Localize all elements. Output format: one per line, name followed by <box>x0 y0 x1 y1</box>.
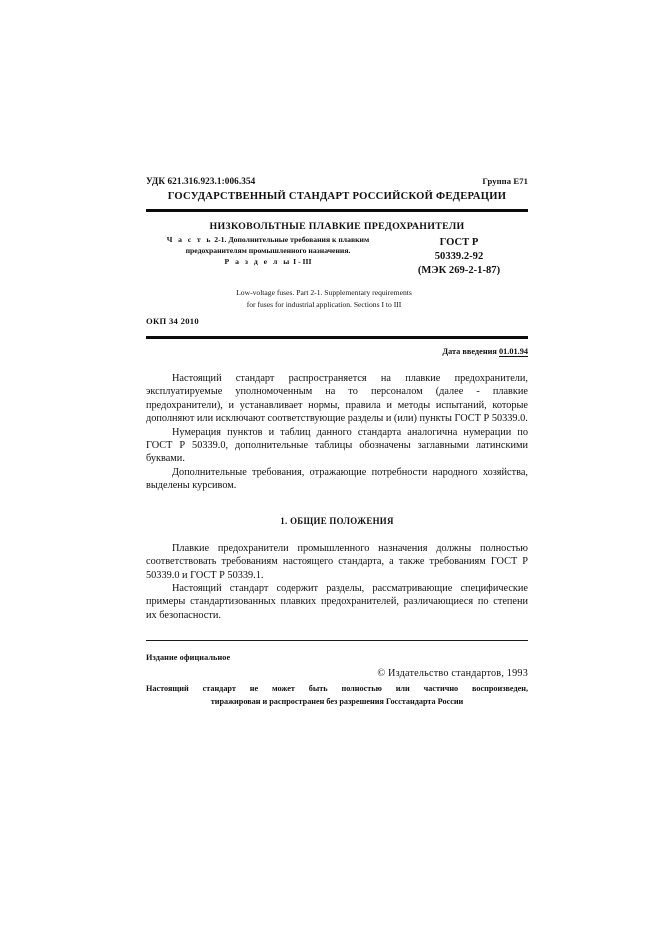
document-footer <box>146 640 528 708</box>
reproduction-notice-line-1: Настоящий стандарт не может быть полностью или частично воспроизведен, <box>146 684 528 693</box>
gost-number-block <box>390 235 528 278</box>
copyright-line: © Издательство стандартов, 1993 <box>377 668 528 679</box>
title-part-line-1 <box>146 235 390 246</box>
okp-code: ОКП 34 2010 <box>146 316 199 327</box>
part-prefix: Ч а с т ь <box>166 235 213 244</box>
english-title-line-2: for fuses for industrial application. Sections I to III <box>246 299 402 309</box>
body-paragraph: Настоящий стандарт распространяется на плавкие предохранители, эксплуатируемые уполномоченным на то персоналом (далее - плавкие предохранители), и устанавливает нормы, правила и методы испытаний, которые дополняют или исключают соответствующие разделы и (или) пункты ГОСТ Р 50339.0. <box>146 373 528 425</box>
reproduction-notice <box>146 683 528 708</box>
iec-reference: (МЭК 269-2-1-87) <box>417 265 501 277</box>
reproduction-notice-line-2: тиражирован и распространен без разрешения Госстандарта России <box>210 696 464 706</box>
title-sections-line <box>146 257 390 268</box>
udk-code: УДК 621.316.923.1:006.354 <box>146 176 256 186</box>
sections-prefix: Р а з д е л ы <box>224 256 292 266</box>
gost-number: 50339.2-92 <box>434 251 484 263</box>
group-code: Группа Е71 <box>482 176 528 186</box>
body-paragraph: Нумерация пунктов и таблиц данного стандарта аналогична нумерации по ГОСТ Р 50339.0, дополнительные таблицы обозначены заглавными латинскими буквами. <box>146 426 528 465</box>
section-heading: 1. ОБЩИЕ ПОЛОЖЕНИЯ <box>280 516 394 527</box>
header-row <box>146 176 528 186</box>
document-content <box>146 176 528 622</box>
header-rule <box>146 209 528 212</box>
title-block-rule <box>146 336 528 339</box>
standard-authority-title: ГОСУДАРСТВЕННЫЙ СТАНДАРТ РОССИЙСКОЙ ФЕДЕРАЦИИ <box>167 191 507 202</box>
document-title: НИЗКОВОЛЬТНЫЕ ПЛАВКИЕ ПРЕДОХРАНИТЕЛИ <box>209 221 465 232</box>
title-part-line-2: предохранителям промышленного назначения. <box>185 245 351 255</box>
official-edition-label: Издание официальное <box>146 653 231 662</box>
part-text: 2-1. Дополнительные требования к плавким <box>214 235 370 244</box>
body-paragraph: Дополнительные требования, отражающие потребности народного хозяйства, выделены курсивом. <box>146 466 528 492</box>
section-paragraph: Настоящий стандарт содержит разделы, рассматривающие специфические примеры стандартизованных плавких предохранителей, различающиеся по степени их безопасности. <box>146 583 528 621</box>
english-title <box>146 287 528 310</box>
english-title-line-1: Low-voltage fuses. Part 2-1. Supplementary requirements <box>236 288 412 298</box>
introduction-date-label: Дата введения <box>442 347 497 357</box>
section-paragraph: Плавкие предохранители промышленного назначения должны полностью соответствовать требованиям настоящего стандарта, а также требованиям ГОСТ Р 50339.0 и ГОСТ Р 50339.1. <box>146 542 528 581</box>
footer-rule <box>146 640 528 641</box>
introduction-date-value: 01.01.94 <box>498 347 528 357</box>
document-body <box>146 372 528 622</box>
title-columns <box>146 235 528 278</box>
title-part-block <box>146 235 390 268</box>
sections-range: I - III <box>293 256 312 266</box>
introduction-date <box>146 347 528 356</box>
gost-label: ГОСТ Р <box>439 237 479 248</box>
